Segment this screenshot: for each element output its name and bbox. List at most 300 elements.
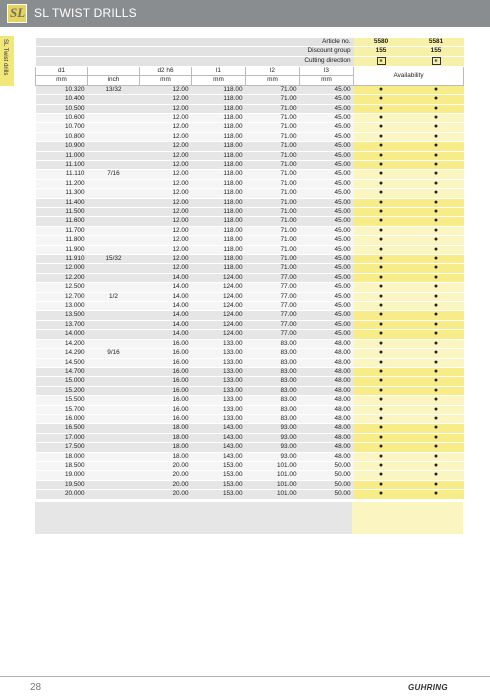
cutting-direction-row [36,56,464,66]
availability-cell [409,480,464,489]
availability-dot-icon: ● [378,292,384,300]
availability-cell [409,132,464,141]
cell-inch [88,480,140,489]
cell-d2: 12.00 [140,132,192,141]
availability-dot-icon: ● [378,170,384,178]
availability-cell [409,113,464,122]
cell-l3: 50.00 [300,480,354,489]
availability-dot-icon: ● [433,142,439,150]
section-side-tab [0,36,14,86]
availability-cell [409,292,464,301]
availability-cell [354,471,409,480]
cell-l1: 133.00 [192,358,246,367]
cell-d1: 11.800 [36,236,88,245]
availability-cell [409,245,464,254]
availability-dot-icon: ● [378,217,384,225]
cell-l1: 133.00 [192,349,246,358]
availability-cell [354,198,409,207]
cell-inch [88,367,140,376]
availability-dot-icon: ● [433,302,439,310]
cell-l3: 48.00 [300,386,354,395]
availability-dot-icon: ● [378,179,384,187]
availability-dot-icon: ● [433,330,439,338]
table-row [36,123,464,132]
cell-l2: 77.00 [246,320,300,329]
availability-dot-icon: ● [378,414,384,422]
cell-inch [88,151,140,160]
cell-d1: 14.290 [36,349,88,358]
cell-d2: 14.00 [140,320,192,329]
availability-dot-icon: ● [433,151,439,159]
availability-cell [354,142,409,151]
brand-logo: GUHRING [408,683,448,692]
cell-l3: 45.00 [300,302,354,311]
table-row [36,386,464,395]
cell-l1: 118.00 [192,104,246,113]
availability-cell [409,414,464,423]
table-row [36,414,464,423]
cell-l1: 133.00 [192,367,246,376]
availability-dot-icon: ● [433,198,439,206]
cell-l2: 101.00 [246,461,300,470]
cell-d1: 14.500 [36,358,88,367]
sl-logo-icon: SL [7,4,27,23]
cell-l3: 45.00 [300,151,354,160]
availability-dot-icon: ● [433,320,439,328]
availability-dot-icon: ● [433,367,439,375]
cell-d1: 11.000 [36,151,88,160]
cell-inch [88,142,140,151]
cell-l3: 48.00 [300,349,354,358]
cell-d2: 12.00 [140,151,192,160]
cell-l3: 45.00 [300,142,354,151]
availability-cell [409,405,464,414]
availability-cell [409,490,464,499]
availability-dot-icon: ● [433,339,439,347]
availability-dot-icon: ● [378,349,384,357]
availability-dot-icon: ● [378,367,384,375]
table-row [36,320,464,329]
cell-d2: 16.00 [140,358,192,367]
cell-l1: 118.00 [192,217,246,226]
availability-cell [354,208,409,217]
cell-d2: 18.00 [140,452,192,461]
cell-d2: 14.00 [140,330,192,339]
col-l1: l1 [192,66,246,75]
cell-inch: 13/32 [88,85,140,94]
cell-l3: 48.00 [300,424,354,433]
cell-l3: 45.00 [300,208,354,217]
cell-d1: 17.000 [36,433,88,442]
availability-cell [409,123,464,132]
cell-d1: 14.200 [36,339,88,348]
availability-cell [354,226,409,235]
cell-l1: 133.00 [192,377,246,386]
table-row [36,405,464,414]
cell-d2: 18.00 [140,433,192,442]
availability-dot-icon: ● [378,198,384,206]
availability-cell [409,302,464,311]
cell-d2: 12.00 [140,198,192,207]
availability-dot-icon: ● [433,226,439,234]
cell-d1: 14.700 [36,367,88,376]
availability-cell [354,245,409,254]
cell-l3: 48.00 [300,414,354,423]
cell-l3: 45.00 [300,330,354,339]
cell-inch [88,443,140,452]
cell-d1: 13.000 [36,302,88,311]
cell-l3: 45.00 [300,283,354,292]
availability-dot-icon: ● [378,433,384,441]
availability-dot-icon: ● [433,85,439,93]
article-no-row [36,38,464,47]
cell-d1: 16.500 [36,424,88,433]
cell-d1: 17.500 [36,443,88,452]
table-row [36,104,464,113]
availability-cell [409,339,464,348]
cell-l3: 48.00 [300,405,354,414]
cell-l2: 83.00 [246,377,300,386]
cell-d2: 16.00 [140,349,192,358]
availability-cell [409,396,464,405]
cell-l1: 118.00 [192,95,246,104]
cell-l1: 118.00 [192,255,246,264]
availability-dot-icon: ● [378,424,384,432]
availability-dot-icon: ● [378,490,384,498]
cell-l1: 143.00 [192,452,246,461]
cell-d1: 11.700 [36,226,88,235]
cell-l1: 133.00 [192,386,246,395]
cell-l2: 83.00 [246,396,300,405]
cell-l2: 77.00 [246,283,300,292]
cell-l3: 45.00 [300,217,354,226]
cell-l3: 45.00 [300,245,354,254]
cell-d2: 14.00 [140,292,192,301]
cell-d2: 12.00 [140,123,192,132]
cell-inch: 15/32 [88,255,140,264]
cell-l1: 118.00 [192,179,246,188]
cell-d1: 11.900 [36,245,88,254]
cutting-direction-right-icon: R [377,57,386,65]
cutting-direction-label: Cutting direction [36,56,354,66]
cell-l3: 45.00 [300,189,354,198]
availability-dot-icon: ● [433,132,439,140]
cell-d1: 19.000 [36,471,88,480]
availability-cell [354,170,409,179]
availability-dot-icon: ● [378,443,384,451]
availability-dot-icon: ● [378,132,384,140]
availability-dot-icon: ● [433,273,439,281]
table-row [36,490,464,499]
cell-l3: 50.00 [300,490,354,499]
cell-l2: 83.00 [246,405,300,414]
cell-inch [88,104,140,113]
cell-l2: 71.00 [246,95,300,104]
footer-divider [0,676,490,677]
cell-l2: 71.00 [246,226,300,235]
table-row [36,113,464,122]
cell-inch [88,320,140,329]
cell-d1: 11.100 [36,160,88,169]
cell-d2: 16.00 [140,377,192,386]
cell-l3: 48.00 [300,396,354,405]
cell-inch: 9/16 [88,349,140,358]
cell-d1: 15.500 [36,396,88,405]
availability-dot-icon: ● [378,113,384,121]
cell-l2: 93.00 [246,452,300,461]
availability-cell [409,151,464,160]
availability-dot-icon: ● [378,85,384,93]
table-row [36,142,464,151]
availability-dot-icon: ● [378,283,384,291]
availability-cell [354,490,409,499]
cell-d1: 20.000 [36,490,88,499]
cell-l2: 71.00 [246,142,300,151]
availability-dot-icon: ● [378,320,384,328]
availability-cell [354,461,409,470]
table-row [36,151,464,160]
col-d2: d2 h6 [140,66,192,75]
availability-cell [409,179,464,188]
cell-d1: 16.000 [36,414,88,423]
availability-cell [354,273,409,282]
cell-l1: 118.00 [192,198,246,207]
cell-l2: 77.00 [246,302,300,311]
table-row [36,452,464,461]
cell-l1: 118.00 [192,113,246,122]
cell-l2: 71.00 [246,151,300,160]
cell-d1: 11.500 [36,208,88,217]
cell-l3: 45.00 [300,311,354,320]
cell-l2: 71.00 [246,113,300,122]
cell-l3: 45.00 [300,236,354,245]
availability-dot-icon: ● [433,123,439,131]
cell-l1: 118.00 [192,170,246,179]
availability-cell [354,123,409,132]
availability-cell [409,471,464,480]
page-header [0,0,490,27]
availability-dot-icon: ● [378,273,384,281]
cell-d1: 15.700 [36,405,88,414]
cell-inch [88,433,140,442]
table-row [36,179,464,188]
table-row [36,95,464,104]
availability-dot-icon: ● [378,104,384,112]
cell-d1: 11.910 [36,255,88,264]
cell-d1: 19.500 [36,480,88,489]
cell-l2: 101.00 [246,490,300,499]
table-row [36,424,464,433]
unit-l3: mm [300,76,354,85]
cell-d1: 10.600 [36,113,88,122]
availability-dot-icon: ● [378,480,384,488]
table-row [36,349,464,358]
availability-cell [409,433,464,442]
cell-l1: 118.00 [192,85,246,94]
cell-d2: 14.00 [140,273,192,282]
cell-inch [88,461,140,470]
table-row [36,273,464,282]
discount-group-label: Discount group [36,47,354,56]
availability-dot-icon: ● [433,264,439,272]
cell-l2: 71.00 [246,236,300,245]
product-table-wrap [35,38,463,534]
cell-d1: 14.000 [36,330,88,339]
availability-dot-icon: ● [378,302,384,310]
cell-l2: 71.00 [246,264,300,273]
cell-d1: 10.320 [36,85,88,94]
cell-inch [88,273,140,282]
col-l2: l2 [246,66,300,75]
cell-l1: 133.00 [192,414,246,423]
table-row [36,236,464,245]
availability-dot-icon: ● [378,226,384,234]
cell-d1: 10.700 [36,123,88,132]
availability-dot-icon: ● [433,490,439,498]
table-row [36,443,464,452]
cell-inch [88,113,140,122]
availability-cell [409,236,464,245]
cell-l3: 45.00 [300,292,354,301]
availability-dot-icon: ● [433,424,439,432]
availability-dot-icon: ● [378,377,384,385]
cell-l3: 45.00 [300,198,354,207]
cell-l2: 71.00 [246,170,300,179]
cell-l1: 124.00 [192,320,246,329]
cell-l1: 118.00 [192,208,246,217]
cell-inch [88,358,140,367]
availability-cell [354,396,409,405]
availability-dot-icon: ● [433,452,439,460]
discount-group-row [36,47,464,56]
cell-l1: 118.00 [192,189,246,198]
product-table [35,38,464,500]
cell-l3: 48.00 [300,377,354,386]
col-availability: Availability [354,66,464,85]
availability-cell [409,273,464,282]
cell-d2: 20.00 [140,461,192,470]
availability-dot-icon: ● [433,104,439,112]
availability-dot-icon: ● [433,179,439,187]
availability-cell [409,189,464,198]
availability-dot-icon: ● [433,95,439,103]
cell-l2: 93.00 [246,433,300,442]
column-header-row [36,66,464,75]
cell-d1: 11.400 [36,198,88,207]
cell-l1: 153.00 [192,471,246,480]
cell-l2: 77.00 [246,311,300,320]
availability-dot-icon: ● [378,461,384,469]
table-row [36,160,464,169]
cell-d2: 16.00 [140,339,192,348]
table-row [36,471,464,480]
cell-l1: 133.00 [192,405,246,414]
unit-d1: mm [36,76,88,85]
availability-dot-icon: ● [378,245,384,253]
cell-l2: 101.00 [246,471,300,480]
table-row [36,132,464,141]
availability-cell [409,386,464,395]
article-no-label: Article no. [36,38,354,47]
availability-cell [354,414,409,423]
table-row [36,208,464,217]
availability-dot-icon: ● [433,292,439,300]
cell-l1: 124.00 [192,330,246,339]
availability-cell [354,104,409,113]
availability-dot-icon: ● [378,396,384,404]
availability-cell [354,311,409,320]
cell-l1: 118.00 [192,264,246,273]
table-row [36,170,464,179]
cell-l2: 71.00 [246,132,300,141]
cell-d2: 20.00 [140,490,192,499]
availability-cell [409,283,464,292]
table-row [36,396,464,405]
cell-l3: 45.00 [300,264,354,273]
availability-dot-icon: ● [433,396,439,404]
cell-l2: 83.00 [246,349,300,358]
availability-dot-icon: ● [433,236,439,244]
cell-d2: 14.00 [140,311,192,320]
table-row [36,198,464,207]
cell-inch [88,123,140,132]
availability-cell [354,160,409,169]
cell-d2: 12.00 [140,264,192,273]
cell-d1: 10.500 [36,104,88,113]
cell-l1: 124.00 [192,292,246,301]
cutting-direction-right-icon: R [432,57,441,65]
cell-l2: 71.00 [246,179,300,188]
cell-d2: 12.00 [140,189,192,198]
availability-cell [409,226,464,235]
cell-l2: 83.00 [246,367,300,376]
cell-l3: 50.00 [300,461,354,470]
cell-d2: 12.00 [140,245,192,254]
availability-cell [354,386,409,395]
cell-l3: 45.00 [300,95,354,104]
availability-cell [354,480,409,489]
cell-d1: 11.200 [36,179,88,188]
availability-cell [354,339,409,348]
cell-d1: 15.200 [36,386,88,395]
cell-inch [88,160,140,169]
table-row [36,189,464,198]
availability-dot-icon: ● [378,358,384,366]
availability-cell [409,170,464,179]
cell-d2: 12.00 [140,104,192,113]
availability-dot-icon: ● [378,405,384,413]
cell-d2: 20.00 [140,471,192,480]
cell-l2: 71.00 [246,85,300,94]
cell-d2: 16.00 [140,386,192,395]
availability-cell [354,358,409,367]
availability-dot-icon: ● [433,170,439,178]
cell-l2: 77.00 [246,292,300,301]
cell-inch [88,302,140,311]
cell-l1: 153.00 [192,490,246,499]
availability-cell [409,142,464,151]
col-d1: d1 [36,66,88,75]
table-row [36,264,464,273]
table-row [36,302,464,311]
availability-cell [354,255,409,264]
availability-cell [354,151,409,160]
availability-dot-icon: ● [433,217,439,225]
cell-d2: 12.00 [140,226,192,235]
page-title: SL TWIST DRILLS [34,6,137,20]
cell-inch [88,283,140,292]
cell-d1: 18.500 [36,461,88,470]
